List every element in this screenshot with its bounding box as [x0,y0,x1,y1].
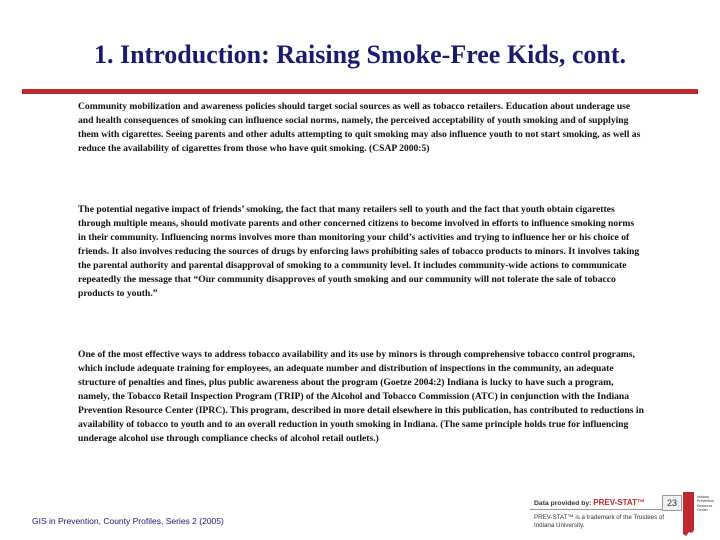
slide-title: 1. Introduction: Raising Smoke-Free Kids, cont. [93,40,627,69]
iprc-logo [680,490,718,540]
footer-series-label: GIS in Prevention, County Profiles, Series 2 (2005) [32,516,224,526]
paragraph-friends-smoking-impact: The potential negative impact of friends’ smoking, the fact that many retailers sell to youth and the fact that youth obtain cigarettes through multiple means, should motivate parents and other concerned citizens to become involved in efforts to influence smoking norms in their community. Influencing norms involves more than monitoring your child’s activities and trying to influence her or his choice of friends. It also involves reducing the sources of drugs by enforcing laws prohibiting sales of tobacco products to minors. It involves taking the parental authority and parental disapproval of smoking to a community level. It includes community-wide actions to communicate repeatedly the message that “Our community disapproves of youth smoking and our community will not tolerate the sale of tobacco products to youth.” [78,204,640,299]
data-credit-prefix: Data provided by: [534,500,594,507]
page-number: 23 [662,495,682,511]
logo-label: Indiana Prevention Resource Center [697,495,715,513]
footer-divider [530,509,674,510]
title-divider [22,89,698,94]
paragraph-community-mobilization: Community mobilization and awareness policies should target social sources as well as tobacco retailers. Education about underage use and health consequences of smoking can influence social norms, namely, the perceived acceptability of youth smoking and of supplying them with cigarettes. Seeing parents and other adults attempting to quit smoking may also influence youth to not start smoking, as well as reduce the availability of cigarettes from those who have quit smoking. (CSAP 2000:5) [78,101,641,154]
trademark-note: PREV-STAT™ is a trademark of the Trustees of Indiana University. [534,514,665,529]
prev-stat-brand: PREV-STAT™ [593,498,646,507]
paragraph-tobacco-control-programs: One of the most effective ways to address tobacco availability and its use by minors is through comprehensive tobacco control programs, which include adequate training for employees, an adequate number and distribution of inspections in the community, an adequate structure of penalties and fines, plus public awareness about the program (Goetze 2004:2) Indiana is lucky to have such a program, namely, the Tobacco Retail Inspection Program (TRIP) of the Alcohol and Tobacco Commission (ATC) in conjunction with the Indiana Prevention Resource Center (IPRC). This program, described in more detail elsewhere in this publication, has contributed to reductions in availability of tobacco to youth and to an overall reduction in youth smoking in Indiana. (The same principle holds true for influencing underage alcohol use through compliance checks of alcohol retail outlets.) [78,349,644,444]
data-credit [534,498,645,507]
